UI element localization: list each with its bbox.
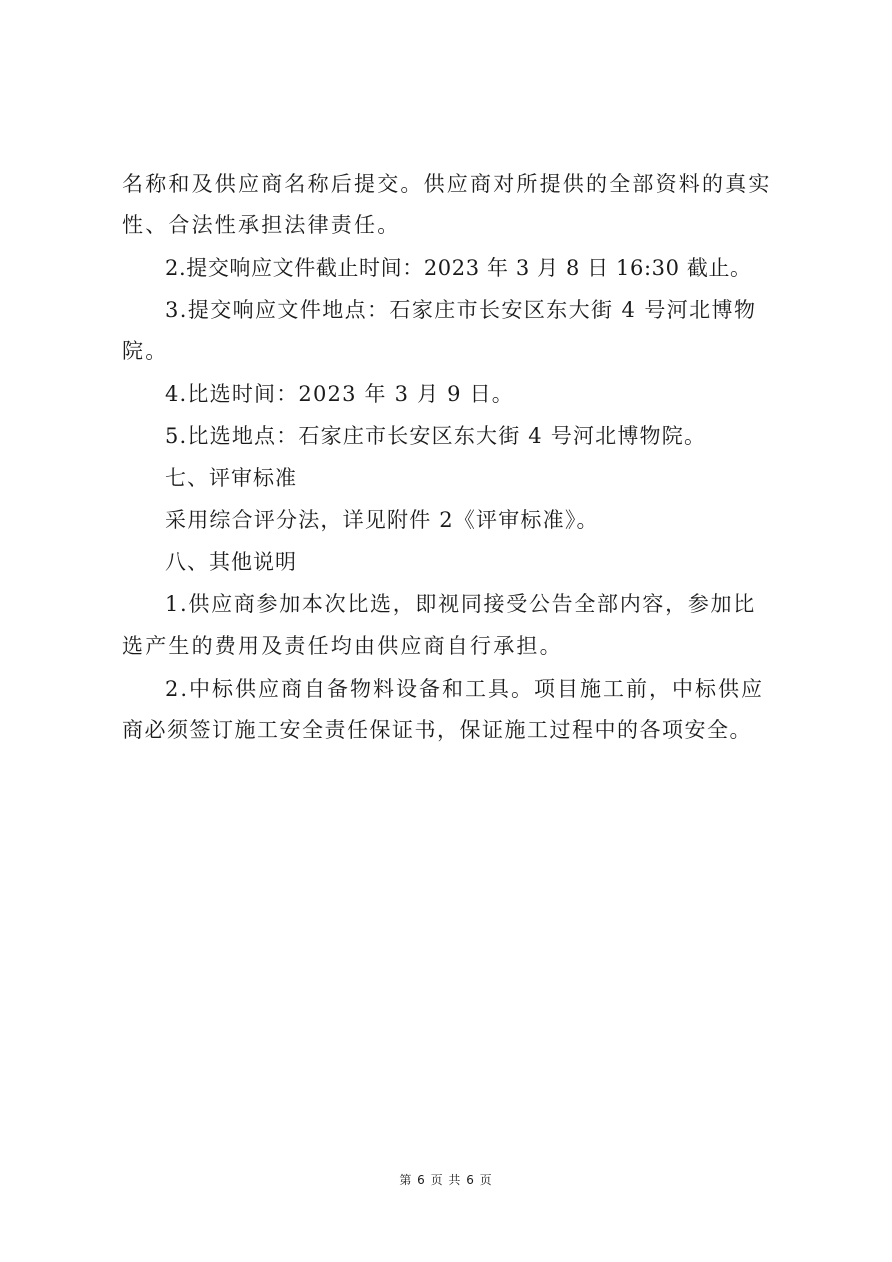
paragraph-line: 采用综合评分法，详见附件 2《评审标准》。 [165, 508, 599, 532]
section-heading: 七、评审标准 [165, 466, 297, 490]
paragraph-line: 2.中标供应商自备物料设备和工具。项目施工前，中标供应 [165, 677, 765, 701]
paragraph-line: 1.供应商参加本次比选，即视同接受公告全部内容，参加比 [165, 592, 756, 616]
paragraph-line: 3.提交响应文件地点：石家庄市长安区东大街 4 号河北博物 [165, 298, 757, 322]
paragraph-line: 院。 [122, 339, 169, 363]
paragraph-line: 4.比选时间：2023 年 3 月 9 日。 [165, 382, 514, 406]
paragraph-line: 名称和及供应商名称后提交。供应商对所提供的全部资料的真实 [122, 172, 772, 196]
paragraph-line: 选产生的费用及责任均由供应商自行承担。 [122, 634, 563, 658]
paragraph-line: 2.提交响应文件截止时间：2023 年 3 月 8 日 16:30 截止。 [165, 256, 752, 280]
paragraph-line: 商必须签订施工安全责任保证书，保证施工过程中的各项安全。 [122, 718, 752, 742]
page-number: 第 6 页 共 6 页 [399, 1173, 493, 1187]
section-heading: 八、其他说明 [165, 550, 297, 574]
paragraph-line: 5.比选地点：石家庄市长安区东大街 4 号河北博物院。 [165, 424, 707, 448]
paragraph-line: 性、合法性承担法律责任。 [122, 213, 401, 237]
